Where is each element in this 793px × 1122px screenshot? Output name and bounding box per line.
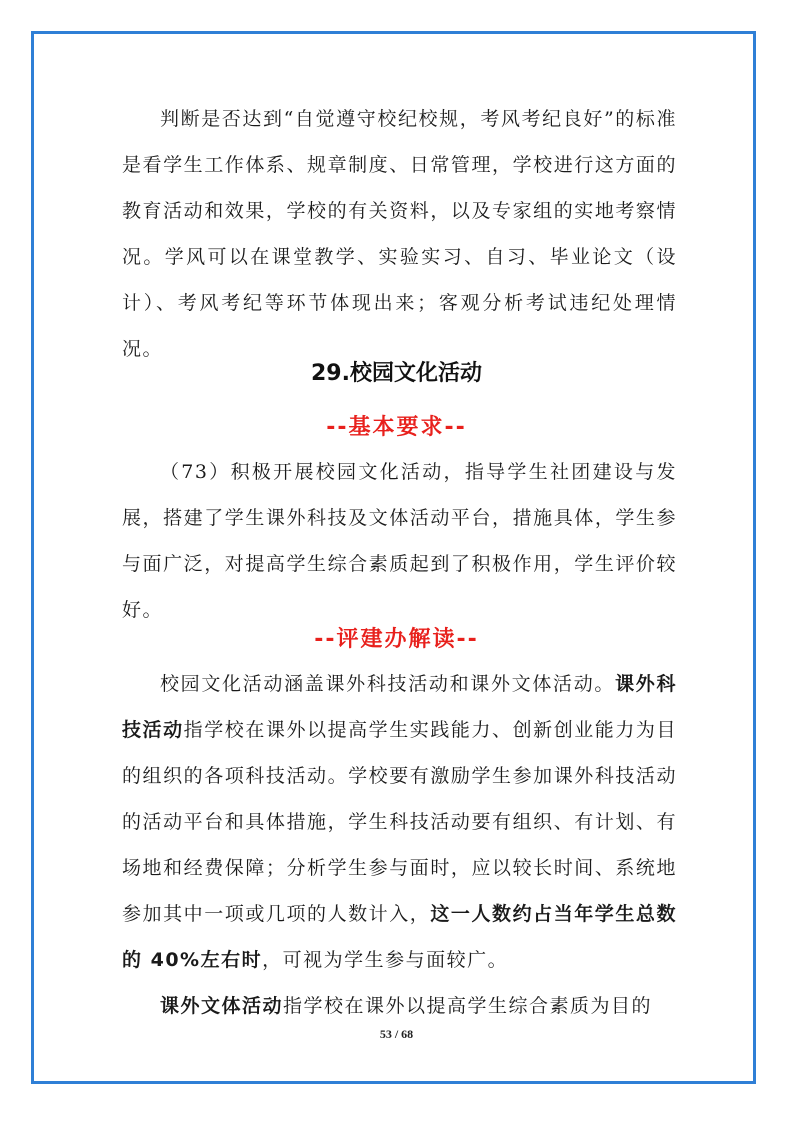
interpretation-heading: --评建办解读--: [314, 627, 479, 652]
text-run: 指学校在课外以提高学生综合素质为目的: [283, 995, 653, 1017]
basic-requirements-heading: --基本要求--: [326, 415, 467, 440]
bold-term: 课外文体活动: [160, 995, 284, 1017]
intro-paragraph: 判断是否达到“自觉遵守校纪校规，考风考纪良好”的标准是看学生工作体系、规章制度、日常管理，学校进行这方面的教育活动和效果，学校的有关资料，以及专家组的实地考察情况。学风可以在课堂教学、实验实习、自习、毕业论文（设计）、考风考纪等环节体现出来；客观分析考试违纪处理情况。: [122, 108, 677, 360]
interpretation-paragraph-2: [122, 983, 677, 1029]
text-run: ，可视为学生参与面较广。: [262, 949, 509, 971]
bold-term: 课外科技活动: [122, 673, 677, 741]
interpretation-section: [122, 661, 677, 1029]
requirement-paragraph: （73）积极开展校园文化活动，指导学生社团建设与发展，搭建了学生课外科技及文体活动平台，措施具体，学生参与面广泛，对提高学生综合素质起到了积极作用，学生评价较好。: [122, 461, 677, 621]
intro-section: [122, 96, 677, 372]
requirement-section: [122, 449, 677, 633]
text-run: 指学校在课外以提高学生实践能力、创新创业能力为目的组织的各项科技活动。学校要有激励学生参加课外科技活动的活动平台和具体措施，学生科技活动要有组织、有计划、有场地和经费保障；分析学生参与面时，应以较长时间、系统地参加其中一项或几项的人数计入，: [122, 719, 677, 925]
section-title: 29.校园文化活动: [311, 361, 482, 386]
page-number: 53 / 68: [379, 1027, 414, 1041]
text-run: 校园文化活动涵盖课外科技活动和课外文体活动。: [160, 673, 616, 695]
interpretation-paragraph-1: [122, 661, 677, 983]
bold-statistic: 这一人数约占当年学生总数的 40%左右时: [122, 903, 677, 971]
